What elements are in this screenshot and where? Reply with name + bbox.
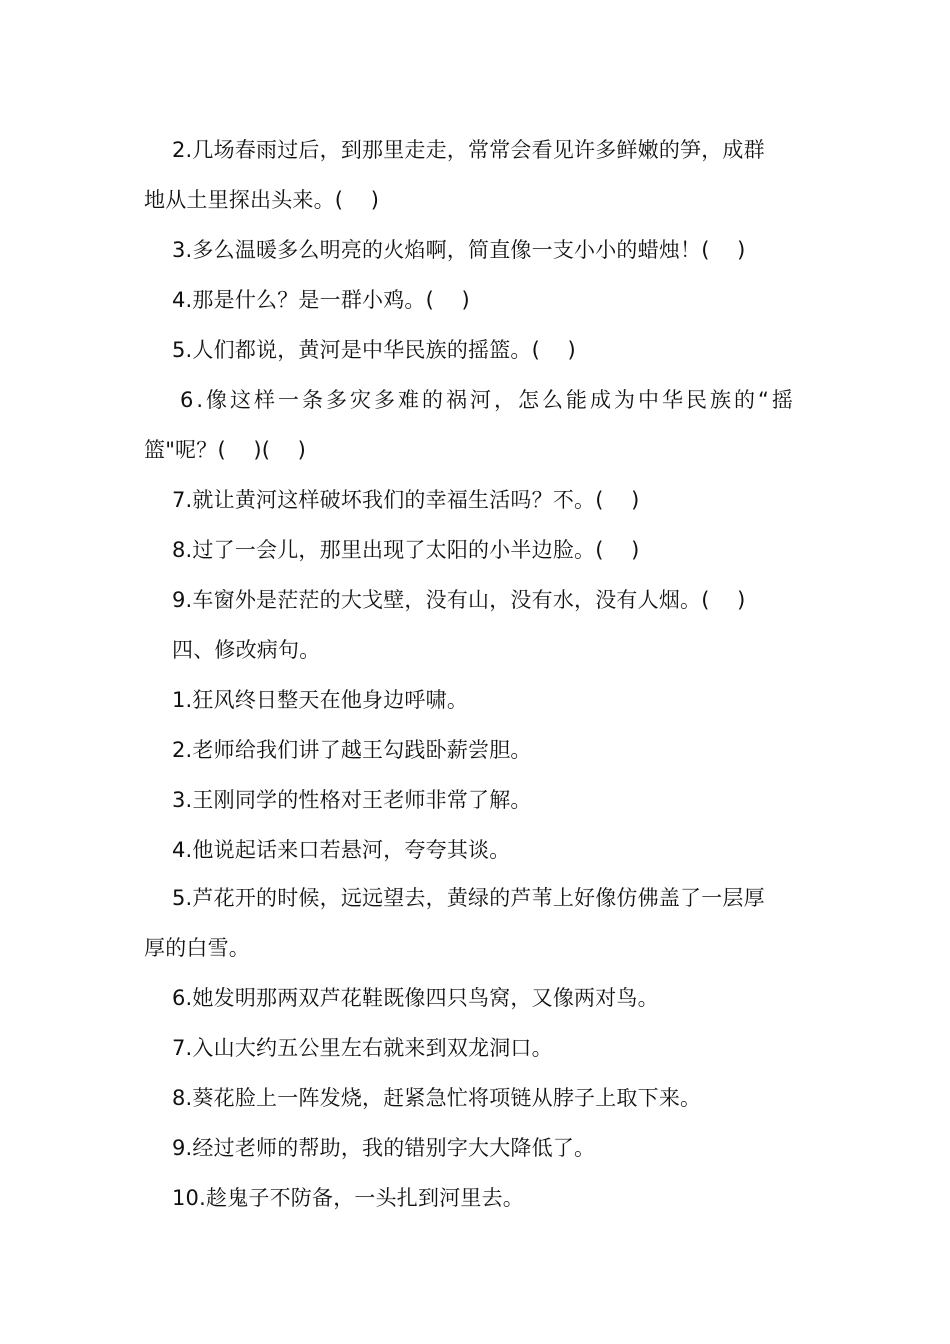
sentence-1: 1.狂风终日整天在他身边呼啸。	[172, 688, 469, 712]
sentence-4: 4.他说起话来口若悬河，夸夸其谈。	[172, 838, 511, 862]
sentence-9: 9.经过老师的帮助，我的错别字大大降低了。	[172, 1136, 596, 1160]
sentence-8: 8.葵花脸上一阵发烧，赶紧急忙将项链从脖子上取下来。	[172, 1086, 702, 1110]
sentence-2: 2.老师给我们讲了越王勾践卧薪尝胆。	[172, 738, 532, 762]
question-6-line-1: 6.像这样一条多灾多难的祸河，怎么能成为中华民族的“摇	[180, 388, 796, 412]
question-8: 8.过了一会儿，那里出现了太阳的小半边脸。( )	[172, 538, 640, 562]
question-9: 9.车窗外是茫茫的大戈壁，没有山，没有水，没有人烟。( )	[172, 588, 746, 612]
question-7: 7.就让黄河这样破坏我们的幸福生活吗？不。( )	[172, 488, 640, 512]
section-heading: 四、修改病句。	[172, 638, 321, 662]
sentence-7: 7.入山大约五公里左右就来到双龙洞口。	[172, 1036, 553, 1060]
question-3: 3.多么温暖多么明亮的火焰啊，简直像一支小小的蜡烛！( )	[172, 238, 746, 262]
question-6-line-2: 篮"呢？( )( )	[144, 438, 307, 462]
sentence-3: 3.王刚同学的性格对王老师非常了解。	[172, 788, 532, 812]
question-5: 5.人们都说，黄河是中华民族的摇篮。( )	[172, 338, 576, 362]
sentence-5-line-2: 厚的白雪。	[144, 936, 250, 960]
sentence-10: 10.趁鬼子不防备，一头扎到河里去。	[172, 1186, 524, 1210]
question-2-line-1: 2.几场春雨过后，到那里走走，常常会看见许多鲜嫩的笋，成群	[172, 138, 765, 162]
question-2-line-2: 地从土里探出头来。( )	[144, 188, 380, 212]
sentence-5-line-1: 5.芦花开的时候，远远望去，黄绿的芦苇上好像仿佛盖了一层厚	[172, 886, 765, 910]
question-4: 4.那是什么？是一群小鸡。( )	[172, 288, 470, 312]
sentence-6: 6.她发明那两双芦花鞋既像四只鸟窝，又像两对鸟。	[172, 986, 659, 1010]
